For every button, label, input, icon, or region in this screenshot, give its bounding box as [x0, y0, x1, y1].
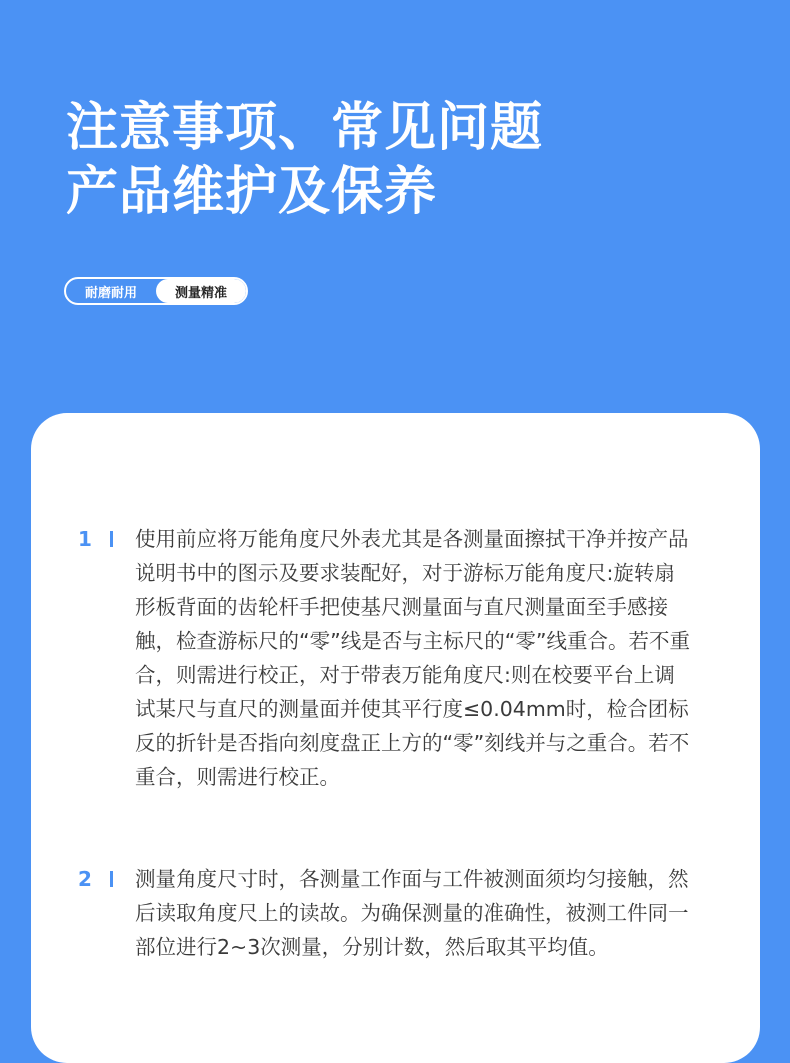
page-title-line-1: 注意事项、常见问题 — [66, 98, 544, 158]
item-text: 测量角度尺寸时，各测量工作面与工件被测面须均匀接触，然后读取角度尺上的读故。为确保测量的准确性，被测工件同一部位进行2~3次测量，分别计数，然后取其平均值。 — [135, 867, 689, 959]
feature-tag-toggle — [64, 277, 248, 305]
tag-accurate-measurement: 测量精准 — [156, 279, 246, 303]
page-title — [66, 96, 543, 224]
item-divider — [110, 871, 113, 887]
item-text: 使用前应将万能角度尺外表尤其是各测量面擦拭干净并按产品说明书中的图示及要求装配好，对于游标万能角度尺:旋转扇形板背面的齿轮杆手把使基尺测量面与直尺测量面至手感接触，检查游标尺的“零”线是否与主标尺的“零”线重合。若不重合，则需进行校正，对于带表万能角度尺:则在校要平台上调试某尺与直尺的测量面并使其平行度≤0.04mm时，检合团标反的折针是否指向刻度盘正上方的“零”刻线并与之重合。若不重合，则需进行校正。 — [135, 527, 690, 789]
list-item — [78, 862, 695, 964]
item-divider — [110, 531, 113, 547]
tag-wear-resistant: 耐磨耐用 — [84, 285, 137, 301]
page-title-line-2: 产品维护及保养 — [66, 162, 438, 222]
list-item — [78, 522, 695, 794]
item-number: 2 — [78, 867, 92, 891]
item-number: 1 — [78, 527, 92, 551]
